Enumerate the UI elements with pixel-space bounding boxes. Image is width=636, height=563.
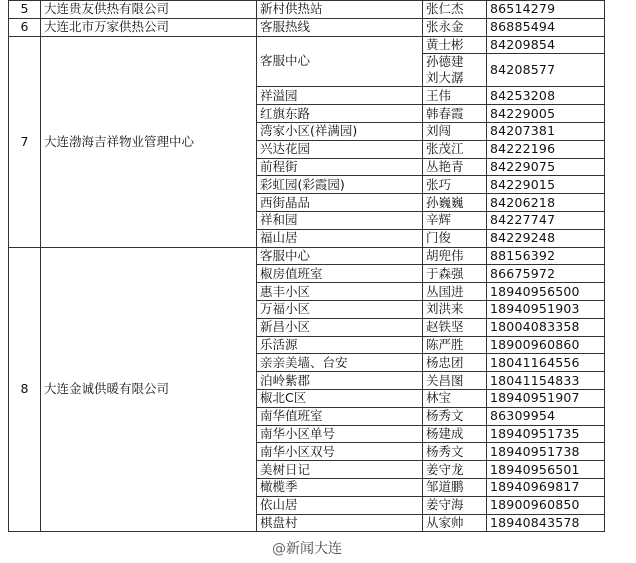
phone-number: 84229015 [487, 176, 605, 194]
phone-number: 84209854 [487, 36, 605, 54]
contact-person: 姜守海 [423, 496, 487, 514]
location: 南华小区双号 [257, 443, 423, 461]
phone-number: 84206218 [487, 194, 605, 212]
phone-number: 18940951903 [487, 300, 605, 318]
location: 祥和园 [257, 211, 423, 229]
contact-person: 从家帅 [423, 514, 487, 532]
contact-person: 于森强 [423, 265, 487, 283]
table-row [9, 18, 605, 36]
phone-number: 84207381 [487, 122, 605, 140]
phone-number: 86675972 [487, 265, 605, 283]
phone-number: 84227747 [487, 211, 605, 229]
location: 湾家小区(祥满园) [257, 122, 423, 140]
phone-number: 18900960860 [487, 336, 605, 354]
location: 橄榄季 [257, 478, 423, 496]
contact-person: 刘洪来 [423, 300, 487, 318]
table-row [9, 247, 605, 265]
contact-person: 关昌图 [423, 372, 487, 390]
phone-number: 84229075 [487, 158, 605, 176]
phone-number: 84229005 [487, 105, 605, 123]
phone-number: 18041154833 [487, 372, 605, 390]
at-sign: @ [272, 541, 286, 557]
location: 乐活源 [257, 336, 423, 354]
contact-person: 杨秀文 [423, 407, 487, 425]
contact-person: 姜守龙 [423, 461, 487, 479]
phone-number: 18041164556 [487, 354, 605, 372]
location: 美树日记 [257, 461, 423, 479]
contact-person: 张茂江 [423, 140, 487, 158]
contact-person: 林宝 [423, 389, 487, 407]
heating-contacts-table [8, 0, 605, 532]
table-row [9, 1, 605, 19]
phone-number: 18900960850 [487, 496, 605, 514]
phone-number: 84229248 [487, 229, 605, 247]
location: 前程街 [257, 158, 423, 176]
row-index: 7 [9, 36, 41, 247]
company-name: 大连渤海吉祥物业管理中心 [41, 36, 257, 247]
location: 新村供热站 [257, 1, 423, 19]
row-index: 8 [9, 247, 41, 532]
table-row [9, 36, 605, 54]
phone-number: 18940843578 [487, 514, 605, 532]
phone-number: 86514279 [487, 1, 605, 19]
contact-person: 丛艳青 [423, 158, 487, 176]
company-name: 大连北市万家供热公司 [41, 18, 257, 36]
row-index: 5 [9, 1, 41, 19]
phone-number: 86885494 [487, 18, 605, 36]
company-name: 大连贵友供热有限公司 [41, 1, 257, 19]
contact-person: 刘闯 [423, 122, 487, 140]
location: 亲亲美墙、台安 [257, 354, 423, 372]
phone-number: 18940951907 [487, 389, 605, 407]
location: 惠丰小区 [257, 283, 423, 301]
phone-number: 84222196 [487, 140, 605, 158]
location: 依山居 [257, 496, 423, 514]
location: 南华小区单号 [257, 425, 423, 443]
contact-person: 韩春霞 [423, 105, 487, 123]
contact-person: 王伟 [423, 87, 487, 105]
company-name: 大连金诚供暖有限公司 [41, 247, 257, 532]
location: 棋盘村 [257, 514, 423, 532]
phone-number: 18940956501 [487, 461, 605, 479]
watermark-text: 新闻大连 [286, 541, 342, 557]
contact-person: 胡兜伟 [423, 247, 487, 265]
phone-number: 86309954 [487, 407, 605, 425]
phone-number: 18004083358 [487, 318, 605, 336]
contact-person: 丛国进 [423, 283, 487, 301]
contact-person: 孙巍巍 [423, 194, 487, 212]
contact-person: 邹道鹏 [423, 478, 487, 496]
contact-person: 赵铁坚 [423, 318, 487, 336]
phone-number: 18940951735 [487, 425, 605, 443]
location: 泊岭紫郡 [257, 372, 423, 390]
location: 客服热线 [257, 18, 423, 36]
table-body [9, 1, 605, 532]
location: 红旗东路 [257, 105, 423, 123]
contact-person: 杨建成 [423, 425, 487, 443]
contact-person: 陈严胜 [423, 336, 487, 354]
location: 客服中心 [257, 36, 423, 87]
contact-person: 孙德建 刘大潺 [423, 54, 487, 87]
location: 兴达花园 [257, 140, 423, 158]
location: 祥溢园 [257, 87, 423, 105]
phone-number: 18940969817 [487, 478, 605, 496]
weibo-watermark [272, 538, 342, 558]
row-index: 6 [9, 18, 41, 36]
location: 南华值班室 [257, 407, 423, 425]
phone-number: 18940956500 [487, 283, 605, 301]
location: 椒北C区 [257, 389, 423, 407]
location: 椒房值班室 [257, 265, 423, 283]
location: 福山居 [257, 229, 423, 247]
contact-person: 杨忠团 [423, 354, 487, 372]
phone-number: 18940951738 [487, 443, 605, 461]
location: 客服中心 [257, 247, 423, 265]
location: 新昌小区 [257, 318, 423, 336]
location: 西街晶品 [257, 194, 423, 212]
location: 万福小区 [257, 300, 423, 318]
contact-person: 张仁杰 [423, 1, 487, 19]
contact-person: 张永金 [423, 18, 487, 36]
contact-person: 黄士彬 [423, 36, 487, 54]
contact-person: 杨秀文 [423, 443, 487, 461]
contact-person: 门俊 [423, 229, 487, 247]
phone-number: 84208577 [487, 54, 605, 87]
contact-person: 张巧 [423, 176, 487, 194]
phone-number: 84253208 [487, 87, 605, 105]
contact-person: 辛辉 [423, 211, 487, 229]
location: 彩虹园(彩霞园) [257, 176, 423, 194]
phone-number: 88156392 [487, 247, 605, 265]
